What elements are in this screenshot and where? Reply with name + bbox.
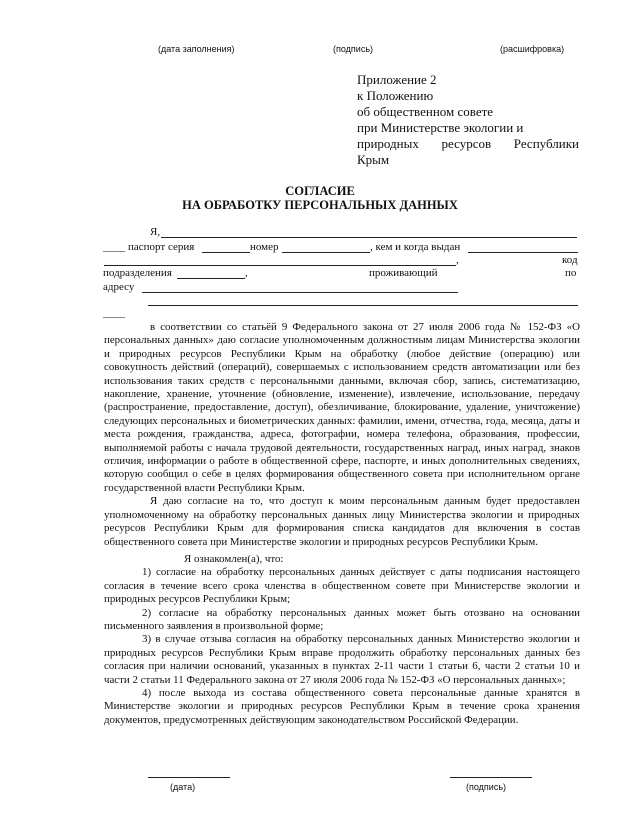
caption-date: (дата): [170, 782, 196, 792]
appendix-word: природных: [357, 136, 419, 151]
label-at: по: [565, 267, 577, 279]
label-issued-by: , кем и когда выдан: [370, 241, 461, 253]
label-code: код: [562, 254, 578, 266]
appendix-line: при Министерстве экологии и: [357, 120, 524, 135]
passport-prefix: ____: [103, 241, 125, 253]
list-item: 2) согласие на обработку персональных данных может быть отозвано на основании письменного заявления в произвольной форме;: [104, 606, 580, 632]
date-field[interactable]: [148, 777, 230, 778]
issued-by-continued-field[interactable]: [104, 265, 456, 266]
appendix-line: к Положению: [357, 88, 434, 103]
signature-field[interactable]: [450, 777, 532, 778]
caption-decoding: (расшифровка): [500, 44, 565, 54]
document-title: СОГЛАСИЕ: [285, 184, 355, 198]
label-subdivision: подразделения: [103, 267, 172, 279]
label-number: номер: [250, 241, 279, 253]
caption-bottom-signature: (подпись): [466, 782, 507, 792]
appendix-line: Крым: [357, 152, 390, 167]
appendix-line: об общественном совете: [357, 104, 494, 119]
label-ya: Я,: [150, 226, 161, 238]
list-item: 3) в случае отзыва согласия на обработку персональных данных Министерство экологии и природных ресурсов Республики Крым вправе продолжить обработку персональных данных без согласия при наличии оснований, указанных в пунктах 2-11 части 1 статьи 6, части 2 статьи 10 и части 2 статьи 11 Федерального закона от 27 июля 2006 года № 152-ФЗ «О персональных данных»;: [104, 633, 580, 686]
address-continued-field[interactable]: [148, 305, 578, 306]
appendix-line: [357, 136, 579, 152]
appendix-word: Республики: [513, 136, 579, 151]
address-field[interactable]: [142, 292, 458, 293]
appendix-word: ресурсов: [441, 136, 492, 151]
document-subtitle: НА ОБРАБОТКУ ПЕРСОНАЛЬНЫХ ДАННЫХ: [182, 198, 458, 212]
caption-fill-date: (дата заполнения): [158, 44, 235, 54]
list-item: 4) после выхода из состава общественного совета персональные данные хранятся в Министерстве экологии и природных ресурсов Республики Крым в течение срока хранения документов, предусмотренных действующим законодательством Российской Федерации.: [104, 686, 580, 726]
comma: ,: [456, 254, 459, 266]
list-item: 1) согласие на обработку персональных данных действует с даты подписания настоящего согласия в течение всего срока членства в общественном совете при Министерстве экологии и природных ресурсов Республики Крым;: [104, 566, 580, 606]
issued-by-field[interactable]: [468, 252, 578, 253]
consent-body: [104, 321, 580, 727]
comma: ,: [245, 267, 248, 279]
caption-signature: (подпись): [333, 44, 374, 54]
passport-number-field[interactable]: [282, 252, 370, 253]
paragraph: Я ознакомлен(а), что:: [184, 552, 284, 565]
full-name-field[interactable]: [161, 237, 577, 238]
passport-series-field[interactable]: [202, 252, 250, 253]
paragraph: Я даю согласие на то, что доступ к моим персональным данным будет предоставлен уполномоченному на обработку персональных данных лицу Министерства экологии и природных ресурсов Республики Крым для формирования списка кандидатов для включения в состав общественного совета при Министерстве экологии и природных ресурсов Республики Крым.: [104, 495, 580, 548]
label-passport-series: паспорт серия: [128, 241, 195, 253]
paragraph: в соответствии со статьёй 9 Федерального закона от 27 июля 2006 года № 152-ФЗ «О персональных данных» даю согласие уполномоченным должностным лицам Министерства экологии и природных ресурсов Республики Крым на обработку (любое действие (операцию) или совокупность действий (операций), совершаемых с использованием средств автоматизации или без использования таких средств с персональными данными, включая сбор, запись, систематизацию, накопление, хранение, уточнение (обновление, изменение), извлечение, использование, передачу (распространение, предоставление, доступ), обезличивание, блокирование, удаление, уничтожение) следующих персональных и биометрических данных: фамилии, имени, отчества, года, месяца, даты и места рождения, гражданства, адреса, фотографии, номера телефона, образования, профессии, выполняемой работы с начала трудовой деятельности, государственных наград, иных наград, знаков отличия, информации о работе в общественной сфере, паспорте, и иных дополнительных сведениях, которую сообщил о себе в целях формирования общественного совета при исполнительном органе государственной власти Республики Крым.: [104, 321, 580, 494]
appendix-line: Приложение 2: [357, 72, 437, 87]
label-living: проживающий: [369, 267, 438, 279]
appendix-block: [357, 72, 579, 168]
dash-line: ____: [103, 307, 125, 319]
subdivision-code-field[interactable]: [177, 278, 245, 279]
label-address: адресу: [103, 281, 135, 293]
